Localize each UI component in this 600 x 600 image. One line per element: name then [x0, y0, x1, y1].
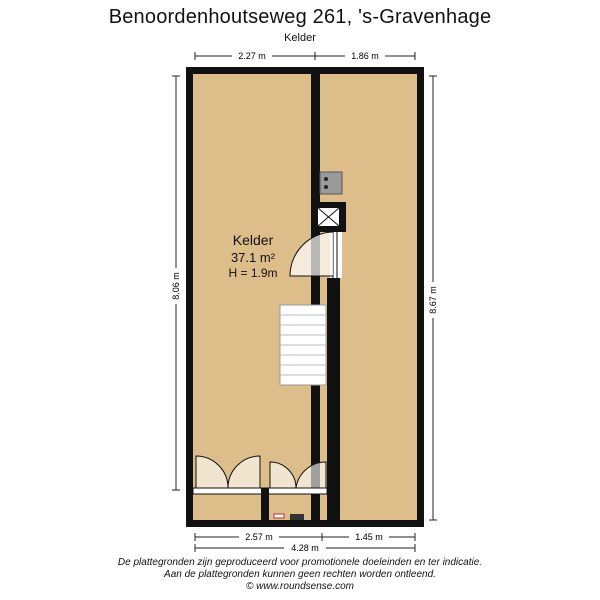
- room-area: 37.1 m²: [230, 250, 276, 265]
- utility-unit: [320, 172, 342, 194]
- disclaimer-line: Aan de plattegronden kunnen geen rechten worden ontleend.: [164, 569, 436, 580]
- copyright: © www.roundsense.com: [246, 581, 354, 592]
- room-height: H = 1.9m: [228, 266, 278, 280]
- radiator: [290, 514, 304, 520]
- left-room-floor: [193, 74, 311, 520]
- dim-left: 8.06 m: [171, 272, 181, 300]
- utility-knob-icon: [324, 177, 328, 181]
- dim-top-left: 2.27 m: [238, 51, 266, 61]
- dim-bottom-left: 2.57 m: [245, 532, 273, 542]
- staircase: [280, 305, 326, 385]
- interior-wall-lower: [327, 278, 340, 520]
- interior-wall-upper: [311, 74, 320, 202]
- disclaimer: [0, 557, 600, 593]
- dim-bottom-total: 4.28 m: [291, 543, 319, 553]
- utility-knob-icon: [324, 185, 328, 189]
- disclaimer-line: De plattegronden zijn geproduceerd voor promotionele doeleinden en ter indicatie.: [117, 557, 483, 568]
- room-name: Kelder: [232, 232, 274, 248]
- dim-top-right: 1.86 m: [351, 51, 379, 61]
- vent: [274, 514, 284, 518]
- dim-bottom-right: 1.45 m: [355, 532, 383, 542]
- floor-name: Kelder: [284, 32, 316, 44]
- dim-right: 8.67 m: [428, 286, 438, 314]
- plan-title: Benoordenhoutseweg 261, 's-Gravenhage: [108, 6, 492, 28]
